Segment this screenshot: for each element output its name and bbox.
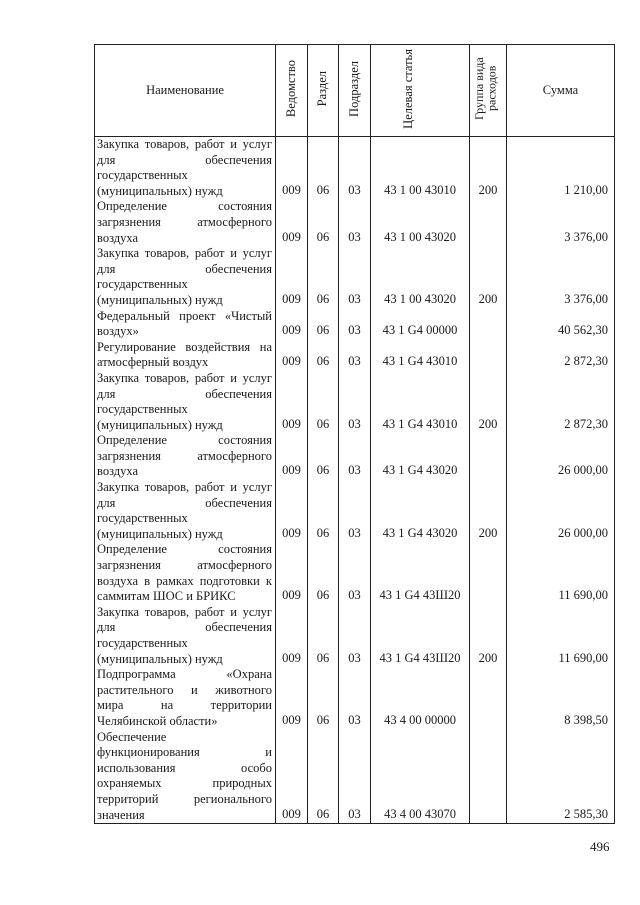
row-sum: 26 000,00 [507,433,615,480]
row-name: Закупка товаров, работ и услуг для обеспечения государственных (муниципальных) нужд [95,480,276,542]
row-expense-group [470,199,507,246]
row-subsection: 03 [339,340,371,371]
row-dept: 009 [276,246,308,308]
row-name: Закупка товаров, работ и услуг для обеспечения государственных (муниципальных) нужд [95,246,276,308]
row-dept: 009 [276,605,308,667]
row-section: 06 [308,137,339,200]
row-dept: 009 [276,371,308,433]
table-row [95,246,615,308]
table-row [95,199,615,246]
row-dept: 009 [276,667,308,729]
page-number: 496 [590,839,610,854]
row-section: 06 [308,309,339,340]
row-subsection: 03 [339,542,371,604]
row-subsection: 03 [339,667,371,729]
table-row [95,309,615,340]
header-subsection: Подраздел [339,45,371,137]
row-expense-group [470,433,507,480]
row-section: 06 [308,542,339,604]
row-target: 43 1 G4 00000 [371,309,470,340]
header-sum: Сумма [507,45,615,137]
row-name: Закупка товаров, работ и услуг для обеспечения государственных (муниципальных) нужд [95,371,276,433]
row-dept: 009 [276,137,308,200]
row-name: Федеральный проект «Чистый воздух» [95,309,276,340]
row-dept: 009 [276,730,308,824]
row-subsection: 03 [339,433,371,480]
row-subsection: 03 [339,309,371,340]
row-section: 06 [308,605,339,667]
row-sum: 3 376,00 [507,246,615,308]
header-target: Целевая статья [371,45,470,137]
table-row [95,137,615,200]
row-section: 06 [308,480,339,542]
row-dept: 009 [276,340,308,371]
row-section: 06 [308,371,339,433]
table-row [95,667,615,729]
row-target: 43 4 00 00000 [371,667,470,729]
row-subsection: 03 [339,730,371,824]
row-dept: 009 [276,309,308,340]
row-sum: 2 872,30 [507,340,615,371]
header-row [95,45,615,137]
row-subsection: 03 [339,199,371,246]
row-expense-group: 200 [470,371,507,433]
row-section: 06 [308,667,339,729]
row-sum: 26 000,00 [507,480,615,542]
row-name: Подпрограмма «Охрана растительного и животного мира на территории Челябинской области» [95,667,276,729]
row-name: Обеспечение функционирования и использования особо охраняемых природных территорий регионального значения [95,730,276,824]
table-row [95,605,615,667]
row-target: 43 1 00 43020 [371,199,470,246]
row-section: 06 [308,730,339,824]
row-subsection: 03 [339,246,371,308]
row-dept: 009 [276,199,308,246]
row-name: Определение состояния загрязнения атмосферного воздуха [95,199,276,246]
header-section: Раздел [308,45,339,137]
table-row [95,542,615,604]
row-target: 43 4 00 43070 [371,730,470,824]
row-target: 43 1 G4 43010 [371,340,470,371]
row-sum: 3 376,00 [507,199,615,246]
row-dept: 009 [276,542,308,604]
row-section: 06 [308,433,339,480]
row-dept: 009 [276,480,308,542]
row-sum: 2 585,30 [507,730,615,824]
row-target: 43 1 G4 43020 [371,480,470,542]
row-target: 43 1 G4 43Ш20 [371,542,470,604]
table-row [95,340,615,371]
budget-table [94,44,615,824]
row-subsection: 03 [339,371,371,433]
row-name: Определение состояния загрязнения атмосферного воздуха [95,433,276,480]
row-expense-group [470,340,507,371]
row-expense-group: 200 [470,246,507,308]
table-row [95,730,615,824]
row-section: 06 [308,199,339,246]
row-sum: 40 562,30 [507,309,615,340]
table-row [95,480,615,542]
row-sum: 8 398,50 [507,667,615,729]
row-name: Закупка товаров, работ и услуг для обеспечения государственных (муниципальных) нужд [95,605,276,667]
row-name: Определение состояния загрязнения атмосферного воздуха в рамках подготовки к саммитам ШОС и БРИКС [95,542,276,604]
header-expense-group: Группа вида расходов [470,45,507,137]
row-expense-group [470,667,507,729]
header-name: Наименование [95,45,276,137]
row-sum: 11 690,00 [507,605,615,667]
row-section: 06 [308,340,339,371]
row-target: 43 1 G4 43Ш20 [371,605,470,667]
row-target: 43 1 G4 43010 [371,371,470,433]
row-expense-group [470,542,507,604]
row-expense-group [470,309,507,340]
row-target: 43 1 G4 43020 [371,433,470,480]
header-dept: Ведомство [276,45,308,137]
row-name: Регулирование воздействия на атмосферный воздух [95,340,276,371]
row-expense-group: 200 [470,137,507,200]
table-row [95,433,615,480]
row-expense-group: 200 [470,480,507,542]
row-target: 43 1 00 43010 [371,137,470,200]
row-name: Закупка товаров, работ и услуг для обеспечения государственных (муниципальных) нужд [95,137,276,200]
row-expense-group [470,730,507,824]
row-sum: 1 210,00 [507,137,615,200]
row-sum: 2 872,30 [507,371,615,433]
row-dept: 009 [276,433,308,480]
table-row [95,371,615,433]
row-subsection: 03 [339,137,371,200]
row-section: 06 [308,246,339,308]
row-subsection: 03 [339,480,371,542]
row-expense-group: 200 [470,605,507,667]
row-subsection: 03 [339,605,371,667]
row-sum: 11 690,00 [507,542,615,604]
row-target: 43 1 00 43020 [371,246,470,308]
